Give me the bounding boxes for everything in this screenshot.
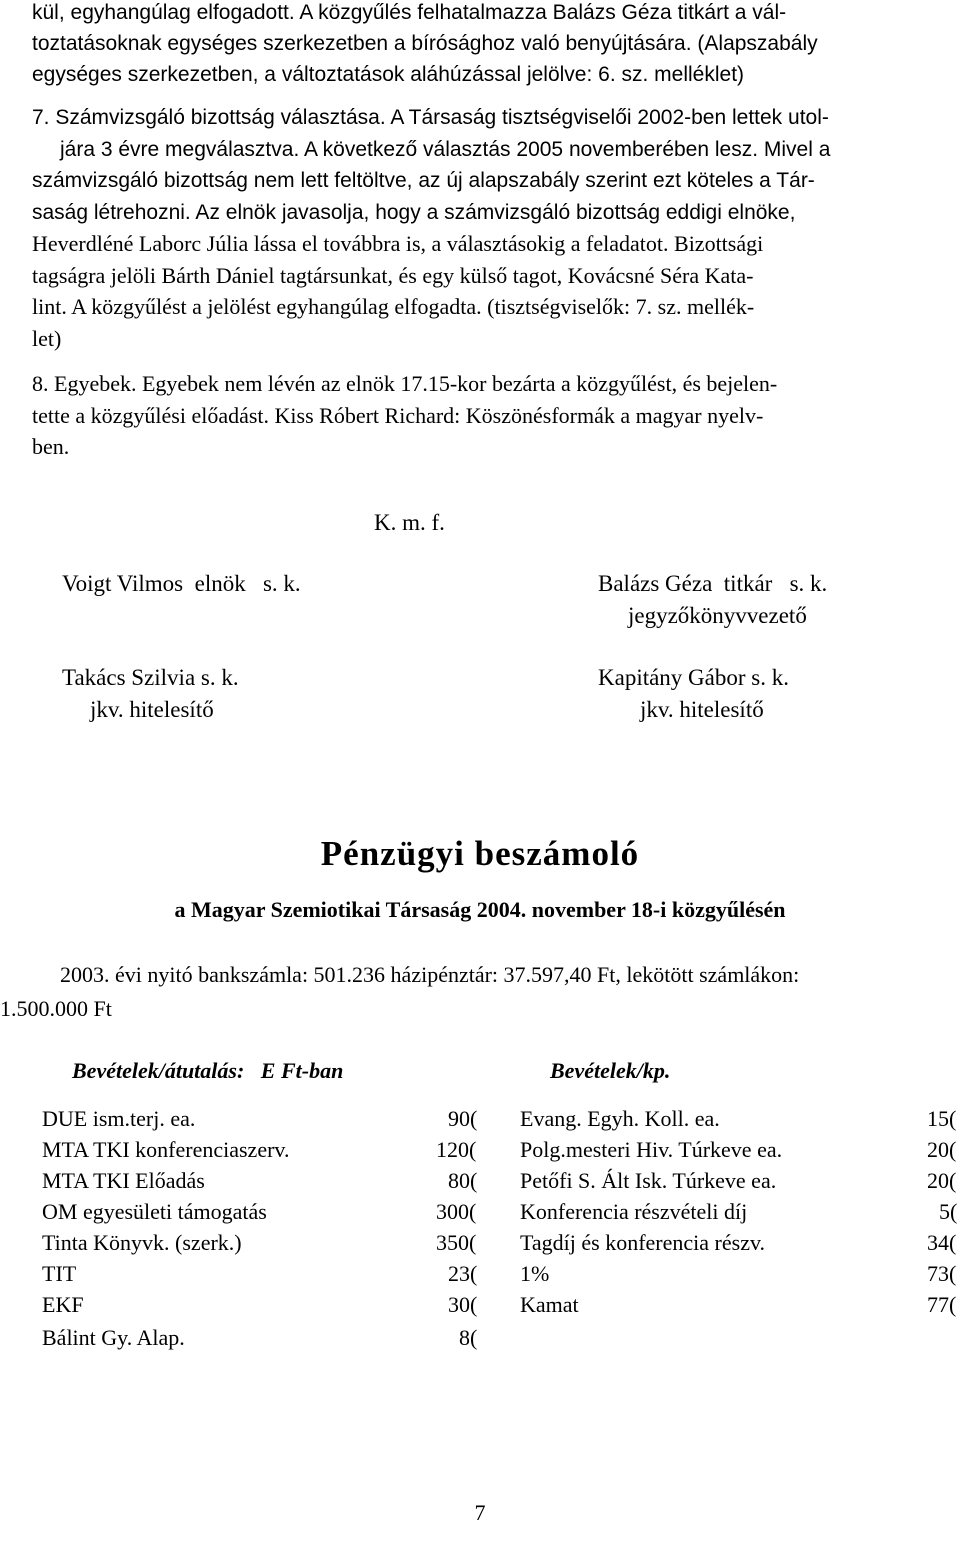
table-row-value: 34( — [927, 1230, 957, 1255]
report-title: Pénzügyi beszámoló — [320, 834, 640, 873]
text-line: egységes szerkezetben, a változtatások aláhúzással jelölve: 6. sz. melléklet) — [32, 63, 745, 86]
table-row-label: Tagdíj és konferencia részv. — [520, 1230, 766, 1255]
table-row-value: 90( — [448, 1106, 478, 1131]
text-line: lint. A közgyűlést a jelölést egyhangúlag elfogadta. (tisztségviselők: 7. sz. mellék- — [32, 294, 755, 319]
text-line: saság létrehozni. Az elnök javasolja, hogy a számvizsgáló bizottság eddigi elnöke, — [32, 200, 796, 224]
item-7-paragraph — [32, 102, 956, 354]
table-row-label: 1% — [520, 1261, 550, 1286]
table-row-value: 20( — [927, 1137, 957, 1162]
table-row-label: Polg.mesteri Hiv. Túrkeve ea. — [520, 1137, 783, 1162]
text-line: számvizsgáló bizottság nem lett feltöltve, az új alapszabály szerint ezt köteles a Tár- — [32, 169, 815, 192]
signature-secretary-role: jegyzőkönyvvezető — [628, 603, 807, 628]
text-line: toztatásoknak egységes szerkezetben a bírósághoz való benyújtására. (Alapszabály — [32, 32, 818, 55]
left-table-header: Bevételek/átutalás: E Ft-ban — [72, 1058, 344, 1083]
table-row-label: MTA TKI Előadás — [42, 1168, 205, 1193]
table-row-label: MTA TKI konferenciaszerv. — [42, 1137, 290, 1162]
table-row-value: 30( — [448, 1292, 478, 1317]
text-line: 8. Egyebek. Egyebek nem lévén az elnök 17.15-kor bezárta a közgyűlést, és bejelen- — [32, 371, 778, 396]
opening-line: 1.500.000 Ft — [0, 996, 112, 1021]
signature-president: Voigt Vilmos elnök s. k. — [62, 571, 301, 596]
table-row-value: 23( — [448, 1261, 478, 1286]
text-line: kül, egyhangúlag elfogadott. A közgyűlés felhatalmazza Balázs Géza titkárt a vál- — [32, 1, 787, 24]
signature-secretary: Balázs Géza titkár s. k. — [598, 571, 828, 596]
text-line: let) — [32, 325, 62, 351]
text-line: jára 3 évre megválasztva. A következő választás 2005 novemberében lesz. Mivel a — [60, 137, 831, 161]
kmf-line: K. m. f. — [374, 510, 445, 535]
text-line: tette a közgyűlési előadást. Kiss Róbert Richard: Köszönésformák a magyar nyelv- — [32, 402, 764, 428]
text-line: ben. — [32, 434, 70, 459]
table-row-value: 20( — [927, 1168, 957, 1193]
text-line: Heverdléné Laborc Júlia lássa el továbbra is, a választásokig a feladatot. Bizottsági — [32, 231, 764, 256]
table-row-label: EKF — [42, 1292, 84, 1317]
table-row-label: OM egyesületi támogatás — [42, 1199, 267, 1224]
right-table-header: Bevételek/kp. — [550, 1058, 671, 1083]
signature-certifier-1-role: jkv. hitelesítő — [90, 697, 214, 722]
table-row-value: 73( — [927, 1261, 957, 1286]
table-row-label: DUE ism.terj. ea. — [42, 1106, 196, 1131]
table-row-label: Tinta Könyvk. (szerk.) — [42, 1230, 242, 1255]
text-line: tagságra jelöli Bárth Dániel tagtársunkat, és egy külső tagot, Kovácsné Séra Kata- — [32, 262, 754, 288]
page-number: 7 — [474, 1500, 486, 1525]
text-line: 7. Számvizsgáló bizottság választása. A Társaság tisztségviselői 2002-ben lettek utol- — [32, 106, 829, 129]
table-row-label: Evang. Egyh. Koll. ea. — [520, 1106, 720, 1131]
top-paragraph — [32, 0, 956, 90]
table-row-label: Bálint Gy. Alap. — [42, 1325, 185, 1350]
table-row-value: 120( — [436, 1137, 477, 1162]
item-8-paragraph — [32, 368, 956, 463]
signature-certifier-2-role: jkv. hitelesítő — [640, 697, 764, 722]
table-row-value: 15( — [927, 1106, 957, 1131]
table-row-value: 300( — [436, 1199, 477, 1224]
table-row-label: Kamat — [520, 1292, 579, 1317]
table-row-value: 8( — [459, 1325, 478, 1350]
signature-certifier-2: Kapitány Gábor s. k. — [598, 665, 789, 690]
report-subtitle: a Magyar Szemiotikai Társaság 2004. november 18-i közgyűlésén — [174, 897, 786, 922]
signature-certifier-1: Takács Szilvia s. k. — [62, 665, 239, 690]
table-row-value: 77( — [927, 1292, 957, 1317]
table-row-value: 350( — [436, 1230, 477, 1255]
opening-line: 2003. évi nyitó bankszámla: 501.236 házipénztár: 37.597,40 Ft, lekötött számlákon: — [60, 962, 800, 987]
table-row-value: 80( — [448, 1168, 478, 1193]
table-row-label: TIT — [42, 1261, 77, 1286]
table-row-label: Konferencia részvételi díj — [520, 1199, 748, 1224]
table-row-label: Petőfi S. Ált Isk. Túrkeve ea. — [520, 1168, 777, 1193]
opening-balance — [0, 958, 958, 1026]
table-row-value: 5( — [939, 1199, 958, 1224]
